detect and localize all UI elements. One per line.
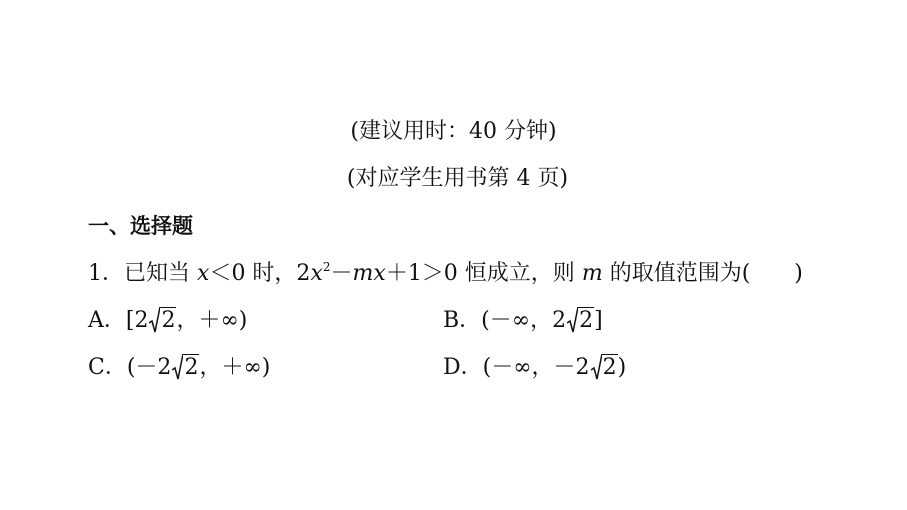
option-d[interactable] bbox=[443, 354, 626, 382]
option-b-label: B． bbox=[443, 308, 482, 333]
option-a[interactable] bbox=[88, 307, 247, 335]
option-c[interactable] bbox=[88, 354, 270, 382]
var-m2: m bbox=[581, 261, 603, 286]
option-c-post: ，＋∞) bbox=[199, 355, 271, 380]
option-b-radicand: 2 bbox=[579, 308, 594, 333]
sqrt-sign bbox=[567, 307, 594, 335]
option-a-radicand: 2 bbox=[161, 308, 176, 333]
sqrt-sign bbox=[149, 307, 176, 335]
var-x2: x bbox=[310, 261, 323, 286]
question-tail: ＋1＞0 恒成立，则 bbox=[385, 261, 575, 286]
book-reference: (对应学生用书第 4 页) bbox=[346, 166, 569, 191]
question-text-before: 已知当 bbox=[124, 261, 191, 286]
option-c-radicand: 2 bbox=[184, 355, 199, 380]
exponent: 2 bbox=[322, 260, 331, 274]
sqrt-sign bbox=[591, 354, 618, 382]
option-c-label: C． bbox=[88, 355, 127, 380]
section-title: 一、选择题 bbox=[88, 214, 193, 238]
var-m: m bbox=[352, 261, 374, 286]
option-b-pre: (－∞，2 bbox=[481, 308, 567, 333]
minus-sign: － bbox=[330, 261, 353, 286]
sqrt-sign bbox=[172, 354, 199, 382]
time-hint: (建议用时：40 分钟) bbox=[350, 119, 557, 144]
option-d-label: D． bbox=[443, 355, 483, 380]
option-d-radicand: 2 bbox=[602, 355, 617, 380]
option-a-label: A． bbox=[88, 308, 126, 333]
option-d-post: ) bbox=[617, 355, 627, 380]
option-a-post: ，＋∞) bbox=[176, 308, 248, 333]
var-x3: x bbox=[373, 261, 386, 286]
question-number: 1． bbox=[88, 261, 124, 286]
option-d-pre: (－∞，－2 bbox=[482, 355, 590, 380]
option-c-pre: (－2 bbox=[126, 355, 172, 380]
var-x: x bbox=[197, 261, 210, 286]
option-b-post: ] bbox=[594, 308, 603, 333]
option-b[interactable] bbox=[443, 307, 603, 335]
option-a-pre: [2 bbox=[125, 308, 149, 333]
question-condition: ＜0 时，2 bbox=[209, 261, 311, 286]
question-ask: 的取值范围为( ) bbox=[609, 261, 803, 286]
question-1 bbox=[88, 260, 803, 288]
